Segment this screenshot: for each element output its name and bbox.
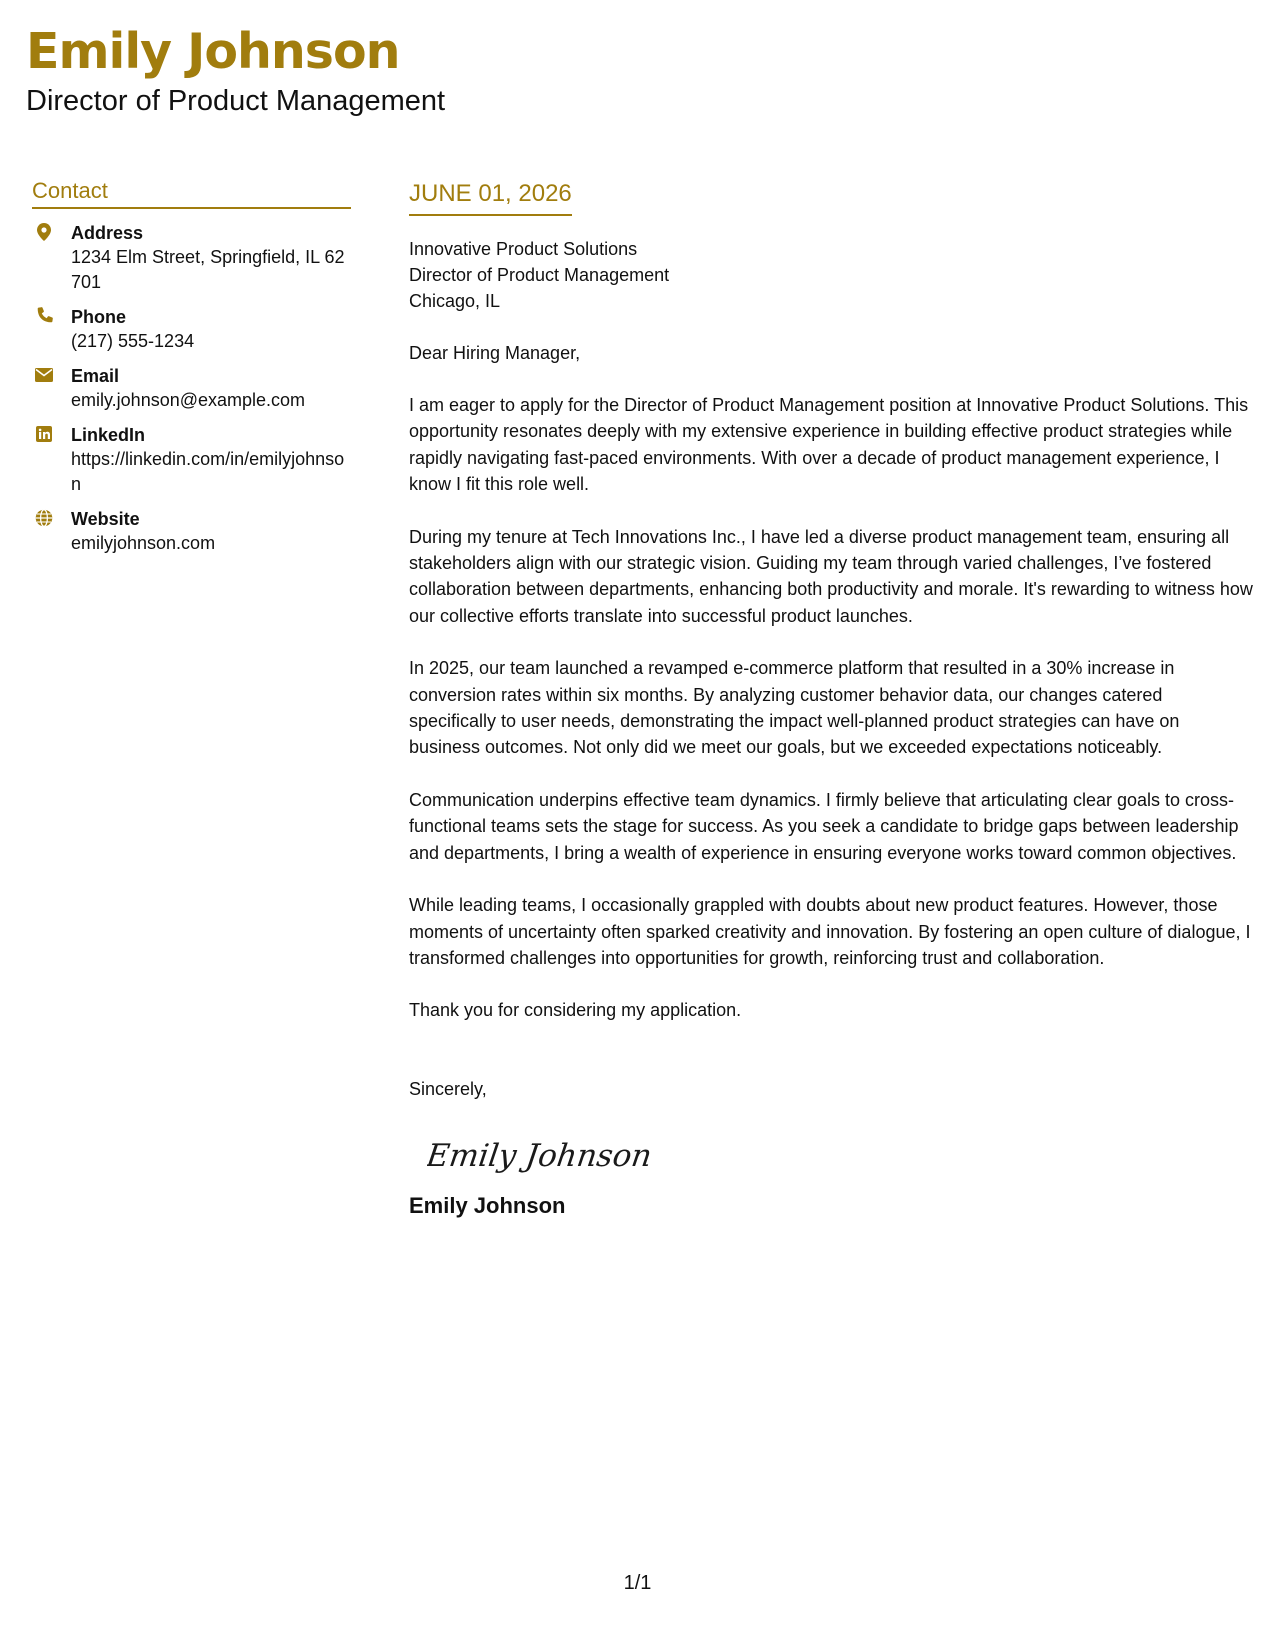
contact-phone xyxy=(32,305,351,354)
body-paragraph: During my tenure at Tech Innovations Inc., I have led a diverse product management team, ensuring all stakeholders align with our strategic vision. Guiding my team through varied challenges, I’ve fostered collaboration between departments, enhancing both productivity and morale. It's rewarding to witness how our collective efforts translate into successful product launches. xyxy=(409,526,1253,626)
signature-text: Emily Johnson xyxy=(427,1138,654,1175)
letter-date: JUNE 01, 2026 xyxy=(409,180,572,207)
body-paragraph: In 2025, our team launched a revamped e-commerce platform that resulted in a 30% increase in conversion rates within six months. By analyzing customer behavior data, our changes catered specifically to user needs, demonstrating the impact well-planned product strategies can have on business outcomes. Not only did we meet our goals, but we exceeded expectations noticeably. xyxy=(409,658,1180,758)
contact-email xyxy=(32,364,351,413)
letterhead xyxy=(26,22,445,118)
handwritten-signature xyxy=(427,1126,1254,1182)
applicant-name: Emily Johnson xyxy=(26,23,400,80)
recipient-location: Chicago, IL xyxy=(409,291,501,311)
contact-heading: Contact xyxy=(32,177,351,209)
body-paragraph: Communication underpins effective team dynamics. I firmly believe that articulating clear goals to cross-functional teams sets the stage for success. As you seek a candidate to bridge gaps between leadership and departments, I bring a wealth of experience in ensuring everyone works toward common objectives. xyxy=(409,789,1239,863)
contact-sidebar xyxy=(32,177,351,566)
letter-body xyxy=(409,178,1254,1220)
thanks-line: Thank you for considering my application. xyxy=(409,1000,742,1021)
contact-value: 1234 Elm Street, Springfield, IL 62701 xyxy=(71,247,345,292)
contact-label: LinkedIn xyxy=(71,425,146,445)
contact-website xyxy=(32,507,351,556)
contact-value: emily.johnson@example.com xyxy=(71,390,306,410)
contact-value[interactable]: emilyjohnson.com xyxy=(71,533,216,553)
signer-name: Emily Johnson xyxy=(409,1193,566,1219)
globe-icon xyxy=(35,508,53,528)
applicant-title: Director of Product Management xyxy=(26,85,446,117)
contact-linkedin xyxy=(32,423,351,497)
contact-value[interactable]: https://linkedin.com/in/emilyjohnson xyxy=(71,449,345,494)
linkedin-icon xyxy=(35,424,53,444)
letter-date-block xyxy=(409,178,572,216)
closing-line: Sincerely, xyxy=(409,1079,487,1100)
contact-label: Email xyxy=(71,366,120,386)
contact-label: Phone xyxy=(71,307,127,327)
phone-icon xyxy=(35,306,53,326)
contact-label: Website xyxy=(71,509,140,529)
contact-address xyxy=(32,221,351,295)
page-number: 1/1 xyxy=(623,1572,652,1594)
recipient-company: Innovative Product Solutions xyxy=(409,239,638,259)
body-paragraph: While leading teams, I occasionally grappled with doubts about new product features. However, those moments of uncertainty often sparked creativity and innovation. By fostering an open culture of dialogue, I transformed challenges into opportunities for growth, reinforcing trust and collaboration. xyxy=(409,895,1251,968)
contact-label: Address xyxy=(71,223,144,243)
recipient-position: Director of Product Management xyxy=(409,265,670,285)
map-pin-icon xyxy=(35,222,53,242)
contact-value: (217) 555-1234 xyxy=(71,331,195,351)
recipient-block xyxy=(409,236,1254,314)
salutation: Dear Hiring Manager, xyxy=(409,343,581,363)
body-paragraph: I am eager to apply for the Director of Product Management position at Innovative Product Solutions. This opportunity resonates deeply with my extensive experience in building effective product strategies while rapidly navigating fast-paced environments. With over a decade of product management experience, I know I fit this role well. xyxy=(409,395,1249,495)
envelope-icon xyxy=(35,365,53,385)
